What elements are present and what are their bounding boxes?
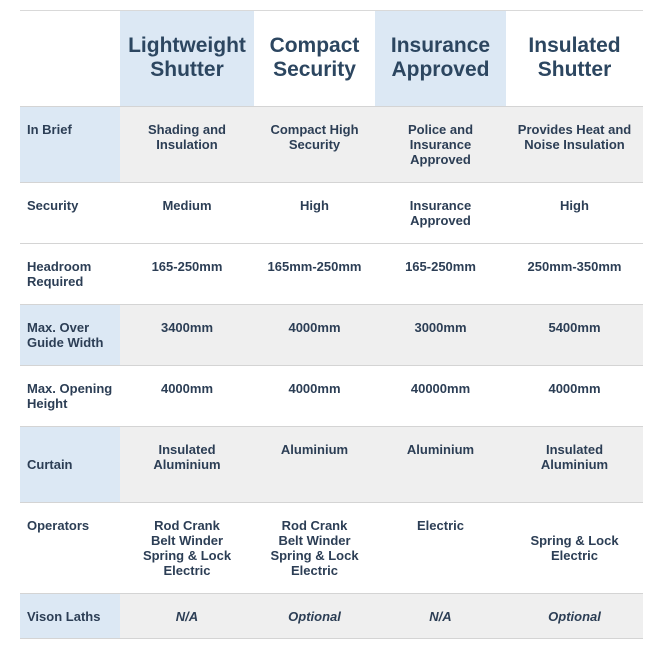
table-cell: Aluminium xyxy=(375,427,506,503)
table-cell: Rod Crank Belt Winder Spring & Lock Electric xyxy=(254,503,375,594)
row-max-opening-height xyxy=(20,366,643,427)
table-cell: Aluminium xyxy=(254,427,375,503)
row-label: Operators xyxy=(20,503,120,594)
table-cell: Spring & Lock Electric xyxy=(506,503,643,594)
table-cell: Medium xyxy=(120,183,254,244)
header-insulated-shutter: Insulated Shutter xyxy=(506,11,643,107)
table-cell: Provides Heat and Noise Insulation xyxy=(506,107,643,183)
header-insurance-approved: Insurance Approved xyxy=(375,11,506,107)
row-operators xyxy=(20,503,643,594)
table-cell: Insurance Approved xyxy=(375,183,506,244)
table-cell: Optional xyxy=(506,594,643,639)
table-cell: 4000mm xyxy=(254,366,375,427)
row-in-brief xyxy=(20,107,643,183)
row-security xyxy=(20,183,643,244)
table-cell: Police and Insurance Approved xyxy=(375,107,506,183)
table-cell: 40000mm xyxy=(375,366,506,427)
table-cell: Shading and Insulation xyxy=(120,107,254,183)
row-label: Curtain xyxy=(20,427,120,503)
table-cell: 165-250mm xyxy=(120,244,254,305)
row-label: In Brief xyxy=(20,107,120,183)
table-cell: 4000mm xyxy=(254,305,375,366)
header-corner xyxy=(20,11,120,107)
table-cell: N/A xyxy=(120,594,254,639)
table-cell: High xyxy=(254,183,375,244)
row-label: Max. Opening Height xyxy=(20,366,120,427)
table-cell: Insulated Aluminium xyxy=(120,427,254,503)
row-max-over-guide-width xyxy=(20,305,643,366)
row-headroom-required xyxy=(20,244,643,305)
table-cell: Electric xyxy=(375,503,506,594)
table-cell: Rod Crank Belt Winder Spring & Lock Electric xyxy=(120,503,254,594)
table-cell: 165-250mm xyxy=(375,244,506,305)
comparison-table xyxy=(20,10,643,639)
table-cell: 165mm-250mm xyxy=(254,244,375,305)
table-cell: Compact High Security xyxy=(254,107,375,183)
row-vison-laths xyxy=(20,594,643,639)
table-cell: 250mm-350mm xyxy=(506,244,643,305)
row-curtain xyxy=(20,427,643,503)
header-lightweight-shutter: Lightweight Shutter xyxy=(120,11,254,107)
row-label: Security xyxy=(20,183,120,244)
header-compact-security: Compact Security xyxy=(254,11,375,107)
table-cell: 4000mm xyxy=(120,366,254,427)
table-cell: N/A xyxy=(375,594,506,639)
row-label: Max. Over Guide Width xyxy=(20,305,120,366)
header-row xyxy=(20,11,643,107)
row-label: Vison Laths xyxy=(20,594,120,639)
table-cell: 5400mm xyxy=(506,305,643,366)
table-cell: Insulated Aluminium xyxy=(506,427,643,503)
table-cell: 3000mm xyxy=(375,305,506,366)
table-cell: Optional xyxy=(254,594,375,639)
row-label: Headroom Required xyxy=(20,244,120,305)
table-cell: High xyxy=(506,183,643,244)
table-cell: 3400mm xyxy=(120,305,254,366)
table-cell: 4000mm xyxy=(506,366,643,427)
